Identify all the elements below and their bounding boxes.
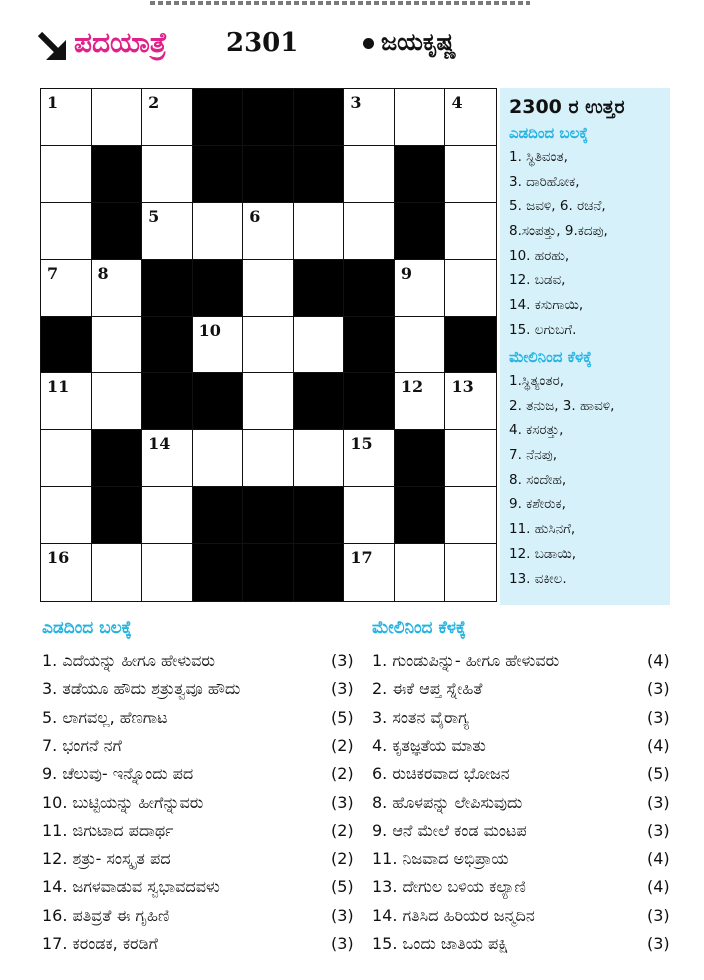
grid-cell xyxy=(243,373,294,430)
answers-down-heading: ಮೇಲಿನಿಂದ ಕೆಳಕ್ಕೆ xyxy=(509,348,592,366)
grid-cell xyxy=(193,430,244,487)
grid-cell xyxy=(41,373,92,430)
grid-cell-black xyxy=(294,373,345,430)
clue-length: (3) xyxy=(331,905,354,925)
grid-cell-black xyxy=(243,487,294,544)
grid-cell xyxy=(41,203,92,260)
clue-text: 17. ಕರಂಡಕ, ಕರಡಿಗೆ xyxy=(42,934,158,953)
puzzle-title: ಪದಯಾತ್ರೆ xyxy=(74,26,168,59)
grid-cell xyxy=(395,373,446,430)
clue-number: 11 xyxy=(47,377,70,397)
clue-number: 15 xyxy=(350,434,373,454)
grid-cell-black xyxy=(395,430,446,487)
clue-length: (3) xyxy=(331,679,354,699)
answers-across-heading: ಎಡದಿಂದ ಬಲಕ್ಕೆ xyxy=(509,124,589,142)
grid-cell xyxy=(142,89,193,146)
clue-length: (4) xyxy=(647,849,670,869)
answers-across xyxy=(509,124,608,343)
grid-cell xyxy=(294,203,345,260)
grid-cell xyxy=(344,430,395,487)
clue-length: (3) xyxy=(331,934,354,953)
arrow-down-right-icon xyxy=(36,30,70,64)
grid-cell xyxy=(395,544,446,601)
clue-text: 4. ಕೃತಜ್ಞತೆಯ ಮಾತು xyxy=(372,735,486,755)
answer-item: 3. ದಾರಿಹೋಕ, xyxy=(509,173,580,190)
clue-number: 10 xyxy=(198,320,221,340)
clue-length: (2) xyxy=(331,764,354,784)
answer-item: 12. ಬಡಾಯಿ, xyxy=(509,545,577,562)
clue-text: 11. ನಿಜವಾದ ಅಭಿಪ್ರಾಯ xyxy=(372,849,509,869)
grid-cell xyxy=(344,89,395,146)
clue-number: 6 xyxy=(249,206,261,226)
grid-cell-black xyxy=(294,146,345,203)
grid-cell xyxy=(445,487,496,544)
clue-number: 9 xyxy=(400,263,413,283)
answer-item: 14. ಕಸುಗಾಯಿ, xyxy=(509,297,584,314)
clue-number: 17 xyxy=(350,548,373,568)
grid-cell xyxy=(344,146,395,203)
answer-item: 2. ತನುಜ, 3. ಹಾವಳಿ, xyxy=(509,397,615,414)
puzzle-author: ಜಯಕೃಷ್ಣ xyxy=(381,28,457,56)
answers-title: 2300 ರ ಉತ್ತರ xyxy=(509,96,625,118)
grid-cell-black xyxy=(294,89,345,146)
grid-cell xyxy=(445,430,496,487)
grid-cell-black xyxy=(294,487,345,544)
grid-cell xyxy=(142,544,193,601)
grid-cell-black xyxy=(193,487,244,544)
answer-item: 5. ಜವಳಿ, 6. ರಚನೆ, xyxy=(509,198,606,215)
grid-cell xyxy=(92,260,143,317)
grid-cell xyxy=(445,89,496,146)
grid-cell-black xyxy=(395,146,446,203)
clue-number: 4 xyxy=(451,93,463,112)
grid-cell xyxy=(445,146,496,203)
grid-cell xyxy=(344,203,395,260)
grid-cell-black xyxy=(142,317,193,374)
answer-item: 1. ಸ್ಥಿತಿವಂತ, xyxy=(509,149,568,165)
answer-item: 8. ಸಂದೇಹ, xyxy=(509,471,567,488)
clue-text: 1. ಎದೆಯನ್ನು ಹೀಗೂ ಹೇಳುವರು xyxy=(42,651,215,670)
answer-item: 9. ಕಶೇರುಕ, xyxy=(509,496,566,513)
clue-length: (2) xyxy=(331,820,354,840)
grid-cell xyxy=(243,430,294,487)
clue-number: 2 xyxy=(148,93,160,112)
grid-cell-black xyxy=(92,203,143,260)
grid-cell xyxy=(41,89,92,146)
clue-text: 9. ಚೆಲುವು- ಇನ್ನೊಂದು ಪದ xyxy=(42,764,194,784)
answers-across-list xyxy=(509,145,608,343)
grid-cell xyxy=(41,260,92,317)
clue-text: 6. ರುಚಿಕರವಾದ ಭೋಜನ xyxy=(372,764,510,784)
grid-cell xyxy=(41,146,92,203)
clue-length: (3) xyxy=(331,651,354,670)
answer-item: 8.ಸಂಪತ್ತು, 9.ಕದಪು, xyxy=(509,223,608,240)
grid-cell-black xyxy=(193,544,244,601)
grid-cell xyxy=(142,430,193,487)
grid-cell xyxy=(344,544,395,601)
grid-cell xyxy=(142,146,193,203)
answer-item: 4. ಕಸರತ್ತು, xyxy=(509,422,564,439)
clue-length: (3) xyxy=(647,905,670,925)
previous-answers-panel xyxy=(500,88,670,605)
grid-cell xyxy=(92,544,143,601)
down-clues-heading: ಮೇಲಿನಿಂದ ಕೆಳಕ್ಕೆ xyxy=(372,618,466,638)
grid-cell-black xyxy=(344,373,395,430)
clue-text: 11. ಜಿಗುಟಾದ ಪದಾರ್ಥ xyxy=(42,820,174,840)
clue-text: 3. ತಡೆಯೂ ಹೌದು ಶತ್ರುತ್ವವೂ ಹೌದು xyxy=(42,679,241,699)
clue-length: (3) xyxy=(647,820,670,840)
grid-cell xyxy=(445,203,496,260)
clue-text: 5. ಲಾಗವಲ್ಲ, ಹೆಣಗಾಟ xyxy=(42,707,168,727)
clue-number: 12 xyxy=(400,377,424,397)
grid-cell xyxy=(395,317,446,374)
clue-text: 1. ಗುಂಡುಪಿನ್ನು- ಹೀಗೂ ಹೇಳುವರು xyxy=(372,651,560,670)
grid-cell xyxy=(41,544,92,601)
bullet-icon xyxy=(363,38,374,49)
grid-cell-black xyxy=(92,430,143,487)
grid-cell xyxy=(142,487,193,544)
grid-cell xyxy=(243,203,294,260)
grid-cell-black xyxy=(294,260,345,317)
grid-cell-black xyxy=(193,146,244,203)
grid-cell xyxy=(41,487,92,544)
clue-text: 13. ದೇಗುಲ ಬಳಿಯ ಕಲ್ಯಾಣಿ xyxy=(372,877,526,897)
answer-item: 13. ವಕೀಲ. xyxy=(509,570,567,587)
answer-item: 10. ಹರಹು, xyxy=(509,247,570,264)
clue-number: 14 xyxy=(148,434,171,454)
grid-cell-black xyxy=(243,146,294,203)
grid-cell-black xyxy=(243,89,294,146)
grid-cell xyxy=(243,317,294,374)
grid-cell xyxy=(445,373,496,430)
clue-text: 9. ಆನೆ ಮೇಲೆ ಕಂಡ ಮಂಟಪ xyxy=(372,820,527,840)
clue-text: 3. ಸಂತನ ವೈರಾಗ್ಯ xyxy=(372,707,469,727)
grid-cell-black xyxy=(193,260,244,317)
grid-cell xyxy=(92,373,143,430)
answer-item: 1.ಸ್ಥಿತ್ಯಂತರ, xyxy=(509,373,564,389)
clue-number: 8 xyxy=(97,263,109,283)
clue-number: 1 xyxy=(47,93,59,112)
grid-cell-black xyxy=(243,544,294,601)
grid-cell-black xyxy=(395,487,446,544)
grid-cell xyxy=(142,203,193,260)
grid-cell-black xyxy=(92,487,143,544)
grid-cell-black xyxy=(142,260,193,317)
puzzle-number: 2301 xyxy=(226,28,299,58)
grid-cell xyxy=(395,260,446,317)
grid-cell xyxy=(193,203,244,260)
cropped-top-text xyxy=(150,0,530,6)
clue-length: (3) xyxy=(647,707,670,727)
clue-length: (3) xyxy=(647,792,670,812)
grid-cell-black xyxy=(344,317,395,374)
clue-length: (3) xyxy=(647,934,670,953)
grid-cell-black xyxy=(193,89,244,146)
clue-text: 8. ಹೊಳಪನ್ನು ಲೇಪಿಸುವುದು xyxy=(372,792,523,812)
clue-number: 7 xyxy=(47,263,59,283)
grid-cell xyxy=(344,487,395,544)
clue-length: (2) xyxy=(331,849,354,869)
grid-cell xyxy=(294,430,345,487)
grid-cell xyxy=(41,430,92,487)
clue-length: (2) xyxy=(331,735,354,755)
clue-text: 7. ಭಂಗನೆ ನಗೆ xyxy=(42,735,122,755)
answers-down xyxy=(509,348,614,591)
grid-cell xyxy=(92,317,143,374)
answers-down-list xyxy=(509,369,614,591)
grid-cell xyxy=(445,260,496,317)
clue-length: (4) xyxy=(647,735,670,755)
grid-cell-black xyxy=(92,146,143,203)
puzzle-header xyxy=(36,26,676,70)
clue-length: (5) xyxy=(331,707,354,727)
clue-text: 16. ಪತಿವ್ರತೆ ಈ ಗೃಹಿಣಿ xyxy=(42,905,170,925)
grid-cell xyxy=(445,544,496,601)
answer-item: 15. ಲಗುಬಗೆ. xyxy=(509,321,577,338)
clue-text: 10. ಬುಟ್ಟಿಯನ್ನು ಹೀಗೆನ್ನುವರು xyxy=(42,792,204,812)
crossword-grid xyxy=(40,88,497,602)
grid-cell xyxy=(92,89,143,146)
answer-item: 12. ಬಡವ, xyxy=(509,272,566,289)
grid-cell xyxy=(395,89,446,146)
clue-number: 5 xyxy=(148,206,160,226)
grid-cell-black xyxy=(294,544,345,601)
clue-length: (3) xyxy=(331,792,354,812)
grid-cell xyxy=(243,260,294,317)
grid-cell xyxy=(294,317,345,374)
clue-length: (5) xyxy=(331,877,354,897)
clue-length: (3) xyxy=(647,679,670,699)
clue-number: 3 xyxy=(350,93,362,112)
answer-item: 11. ಹುಸಿನಗೆ, xyxy=(509,521,576,538)
grid-cell-black xyxy=(142,373,193,430)
grid-cell-black xyxy=(395,203,446,260)
answer-item: 7. ನೆನಪು, xyxy=(509,447,558,464)
clue-number: 16 xyxy=(47,548,70,568)
clue-text: 14. ಜಗಳವಾಡುವ ಸ್ವಭಾವದವಳು xyxy=(42,877,220,897)
clue-length: (5) xyxy=(647,764,670,784)
clue-text: 14. ಗತಿಸಿದ ಹಿರಿಯರ ಜನ್ಮದಿನ xyxy=(372,905,535,925)
clue-text: 12. ಶತ್ರು- ಸಂಸ್ಕೃತ ಪದ xyxy=(42,849,171,869)
grid-cell-black xyxy=(445,317,496,374)
clue-number: 13 xyxy=(451,377,474,397)
clue-length: (4) xyxy=(647,877,670,897)
grid-cell-black xyxy=(344,260,395,317)
clue-text: 15. ಒಂದು ಜಾತಿಯ ಪಕ್ಷಿ xyxy=(372,934,509,953)
grid-cell-black xyxy=(41,317,92,374)
grid-cell xyxy=(193,317,244,374)
clue-text: 2. ಈಕೆ ಆಪ್ತ ಸ್ನೇಹಿತೆ xyxy=(372,679,483,699)
clue-length: (4) xyxy=(647,651,670,670)
grid-cell-black xyxy=(193,373,244,430)
across-clues-heading: ಎಡದಿಂದ ಬಲಕ್ಕೆ xyxy=(42,618,132,638)
